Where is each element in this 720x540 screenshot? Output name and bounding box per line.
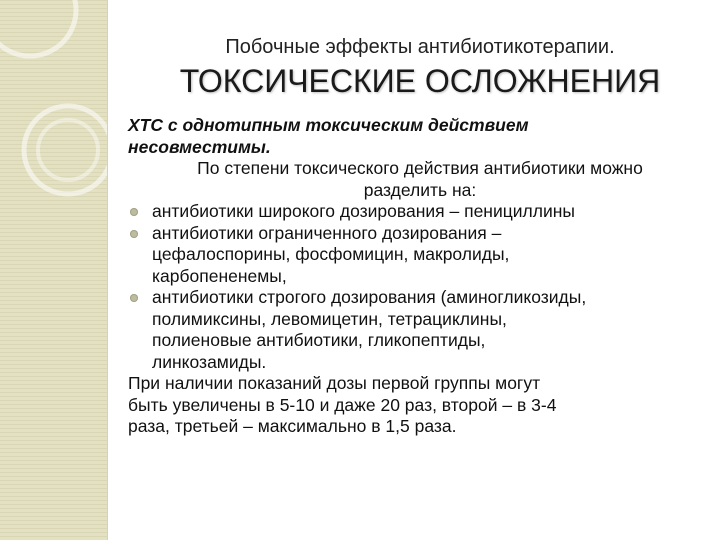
- list-item-line: антибиотики широкого дозирования – пенициллины: [152, 201, 575, 221]
- classification-paragraph: [128, 158, 712, 201]
- bullet-icon: [130, 294, 138, 302]
- list-item: [128, 201, 712, 223]
- intro-line: несовместимы.: [128, 136, 271, 157]
- conclusion-line: раза, третьей – максимально в 1,5 раза.: [128, 416, 457, 436]
- slide-subtitle: Побочные эффекты антибиотикотерапии.: [225, 36, 615, 58]
- classification-line: разделить на:: [363, 179, 477, 200]
- list-item-line: антибиотики строгого дозирования (аминогликозиды,: [152, 287, 587, 307]
- decorative-sidebar: [0, 0, 108, 540]
- bullet-icon: [130, 208, 138, 216]
- list-item-line: полимиксины, левомицетин, тетрациклины,: [152, 308, 507, 329]
- list-item: [128, 287, 712, 373]
- conclusion-line: быть увеличены в 5-10 и даже 20 раз, второй – в 3-4: [128, 394, 557, 415]
- decorative-circles: [0, 0, 107, 540]
- intro-line: ХТС с однотипным токсическим действием: [128, 115, 529, 135]
- classification-line: По степени токсического действия антибиотики можно: [197, 158, 643, 178]
- slide-title: ТОКСИЧЕСКИЕ ОСЛОЖНЕНИЯ: [179, 63, 661, 99]
- conclusion-line: При наличии показаний дозы первой группы могут: [128, 373, 541, 393]
- intro-paragraph: [128, 115, 712, 158]
- list-item-line: линкозамиды.: [152, 351, 267, 372]
- slide-body: [128, 115, 712, 438]
- list-item-line: антибиотики ограниченного дозирования –: [152, 222, 502, 243]
- list-item-line: карбопененемы,: [152, 265, 287, 286]
- list-item: [128, 223, 712, 288]
- list-item-line: полиеновые антибиотики, гликопептиды,: [152, 330, 486, 350]
- conclusion-paragraph: [128, 373, 712, 438]
- list-item-line: цефалоспорины, фосфомицин, макролиды,: [152, 244, 510, 264]
- bullet-icon: [130, 230, 138, 238]
